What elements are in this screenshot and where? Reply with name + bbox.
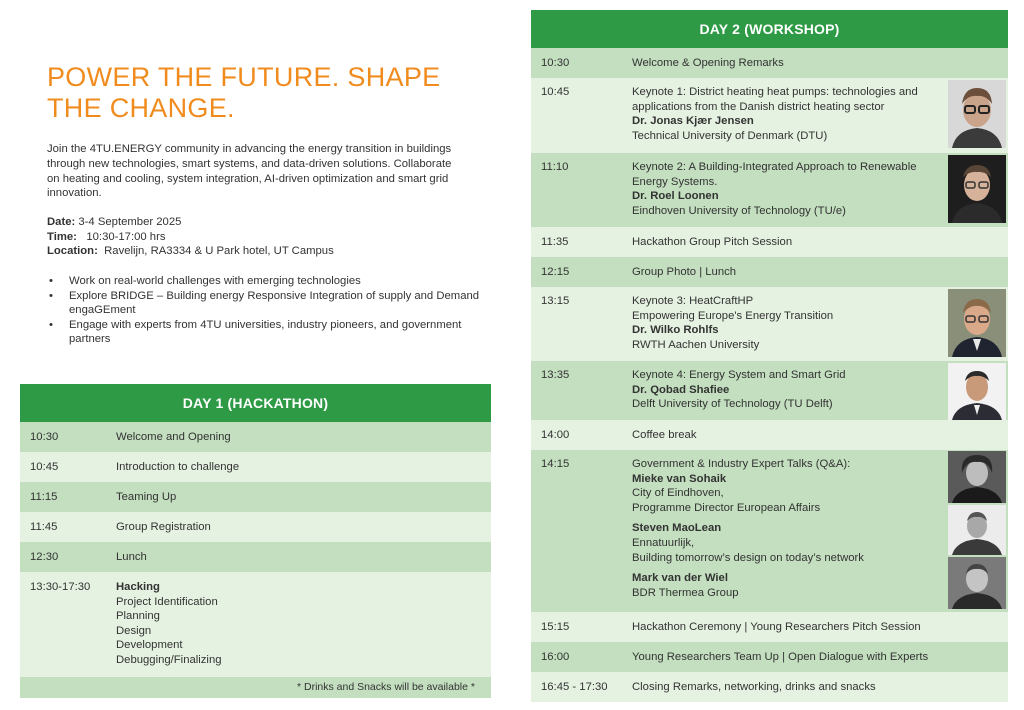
row-text: Hackathon Ceremony | Young Researchers Pitch Session (632, 620, 921, 633)
hacking-step: Design (116, 624, 152, 637)
row-text: Welcome & Opening Remarks (632, 56, 784, 69)
row-time: 10:30 (541, 56, 570, 69)
schedule-row (20, 422, 491, 452)
date-label: Date: (47, 216, 76, 228)
row-text: Hackathon Group Pitch Session (632, 235, 793, 248)
location-label: Location: (47, 245, 98, 258)
date-value: 3-4 September 2025 (78, 216, 182, 228)
row-time: 14:00 (541, 428, 570, 441)
speaker-role: Programme Director European Affairs (632, 501, 821, 514)
row-text: Group Registration (116, 520, 211, 533)
row-text (632, 85, 948, 143)
row-text (116, 580, 491, 668)
row-time: 11:35 (541, 235, 569, 248)
time-label: Time: (47, 230, 77, 243)
row-text: Group Photo | Lunch (632, 265, 737, 278)
row-time: 13:35 (541, 369, 570, 381)
schedule-row-keynote2 (531, 153, 1008, 227)
row-time: 10:45 (30, 460, 59, 473)
schedule-row (531, 257, 1008, 287)
speaker-affiliation: Delft University of Technology (TU Delft) (632, 398, 833, 411)
hacking-step: Project Identification (116, 595, 218, 608)
speaker-photo (948, 289, 1006, 357)
speaker-name: Dr. Wilko Rohlfs (632, 324, 719, 337)
speaker-name: Dr. Jonas Kjær Jensen (632, 115, 754, 128)
hacking-step: Development (116, 639, 183, 652)
row-time: 10:30 (30, 430, 59, 443)
row-time: 13:15 (541, 295, 570, 307)
row-time: 12:15 (541, 265, 570, 278)
row-text: Coffee break (632, 428, 697, 441)
schedule-row (20, 512, 491, 542)
schedule-row (531, 672, 1008, 702)
row-text: Closing Remarks, networking, drinks and snacks (632, 680, 876, 693)
row-text: Teaming Up (116, 490, 177, 503)
row-time: 16:00 (541, 650, 570, 663)
speaker-affiliation: City of Eindhoven, (632, 487, 724, 500)
schedule-row (531, 48, 1008, 78)
highlight-item: • Explore BRIDGE – Building energy Responsive Integration of supply and Demand engaGEment (47, 289, 487, 318)
speaker-affiliation: BDR Thermea Group (632, 586, 739, 599)
schedule-row-keynote4 (531, 361, 1008, 420)
highlight-item: • Engage with experts from 4TU universities, industry pioneers, and government partners (47, 318, 487, 347)
row-text (632, 368, 948, 412)
day1-title: DAY 1 (HACKATHON) (20, 384, 491, 422)
speaker-name: Mark van der Wiel (632, 572, 728, 585)
day2-schedule (531, 10, 1008, 702)
day2-title: DAY 2 (WORKSHOP) (531, 10, 1008, 48)
schedule-row-keynote1 (531, 78, 1008, 153)
speaker-affiliation: Technical University of Denmark (DTU) (632, 129, 828, 142)
time-value: 10:30-17:00 hrs (86, 230, 166, 243)
speaker-name: Steven MaoLean (632, 522, 722, 535)
row-time: 11:45 (30, 520, 58, 533)
row-time: 13:30-17:30 (30, 581, 91, 593)
schedule-row-keynote3 (531, 287, 1008, 361)
event-facts (47, 215, 487, 259)
speaker-role: Building tomorrow’s design on today’s network (632, 551, 864, 564)
snacks-note: * Drinks and Snacks will be available * (20, 677, 491, 698)
row-text: Welcome and Opening (116, 430, 231, 443)
keynote-title: Keynote 4: Energy System and Smart Grid (632, 369, 846, 381)
schedule-row-talks (531, 450, 1008, 612)
time-line (47, 230, 487, 245)
row-time: 14:15 (541, 458, 570, 470)
keynote-title: Keynote 1: District heating heat pumps: technologies and applications from the Danish district heating sector (632, 86, 918, 113)
speaker-affiliation: RWTH Aachen University (632, 338, 760, 351)
location-value: Ravelijn, RA3334 & U Park hotel, UT Campus (104, 245, 334, 258)
speaker-affiliation: Ennatuurlijk, (632, 536, 695, 549)
keynote-title: Keynote 2: A Building-Integrated Approach to Renewable Energy Systems. (632, 161, 917, 188)
schedule-row (531, 420, 1008, 450)
intro-paragraph: Join the 4TU.ENERGY community in advancing the energy transition in buildings through new technologies, smart systems, and data-driven solutions. Collaborate on heating and cooling, system integration, AI-driven optimization and smart grid innovation. (47, 143, 452, 200)
talks-title: Government & Industry Expert Talks (Q&A): (632, 458, 851, 470)
speaker-name: Dr. Roel Loonen (632, 190, 719, 203)
speaker-photo (948, 451, 1006, 503)
speaker-photo (948, 155, 1006, 223)
keynote-subtitle: Empowering Europe's Energy Transition (632, 309, 834, 322)
row-text (632, 160, 948, 218)
row-time: 11:15 (30, 490, 58, 503)
row-time: 10:45 (541, 86, 570, 98)
day1-schedule (20, 384, 491, 698)
speaker-name: Dr. Qobad Shafiee (632, 383, 730, 396)
highlight-item: • Work on real-world challenges with emerging technologies (47, 274, 487, 289)
row-text: Lunch (116, 550, 147, 563)
row-time: 16:45 - 17:30 (541, 680, 608, 693)
row-text (632, 457, 948, 600)
row-time: 12:30 (30, 550, 59, 563)
hacking-step: Planning (116, 610, 160, 623)
schedule-row (531, 227, 1008, 257)
hacking-step: Debugging/Finalizing (116, 653, 222, 666)
highlights-list (47, 274, 487, 347)
row-time: 11:10 (541, 161, 569, 173)
row-text: Introduction to challenge (116, 460, 240, 473)
speaker-photo (948, 505, 1006, 555)
schedule-row (20, 482, 491, 512)
keynote-title: Keynote 3: HeatCraftHP (632, 295, 754, 307)
row-text: Young Researchers Team Up | Open Dialogue with Experts (632, 650, 929, 663)
location-line (47, 244, 487, 259)
schedule-row (20, 452, 491, 482)
schedule-row (531, 612, 1008, 642)
row-time: 15:15 (541, 620, 570, 633)
hacking-title: Hacking (116, 581, 160, 593)
schedule-row (20, 542, 491, 572)
schedule-row-hacking (20, 572, 491, 677)
speaker-name: Mieke van Sohaik (632, 472, 727, 485)
schedule-row (531, 642, 1008, 672)
speaker-affiliation: Eindhoven University of Technology (TU/e) (632, 204, 846, 217)
date-line (47, 215, 487, 230)
headline: POWER THE FUTURE. SHAPE THE CHANGE. (47, 62, 441, 123)
speaker-photo (948, 80, 1006, 148)
row-text (632, 294, 948, 352)
speaker-photo (948, 557, 1006, 609)
speaker-photo (948, 363, 1006, 420)
